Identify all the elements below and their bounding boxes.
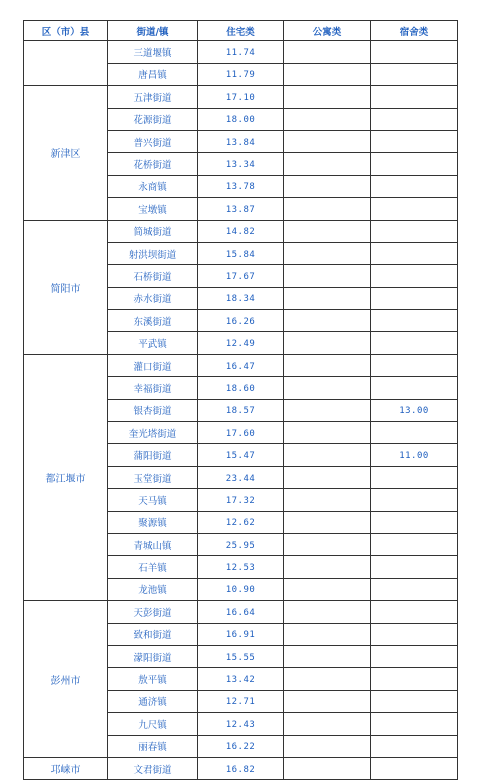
dormitory-cell <box>371 265 458 287</box>
residential-cell: 17.67 <box>198 265 284 287</box>
residential-cell: 16.26 <box>198 310 284 332</box>
apartment-cell <box>284 578 371 600</box>
apartment-cell <box>284 153 371 175</box>
street-cell: 九尺镇 <box>108 713 198 735</box>
residential-cell: 13.84 <box>198 130 284 152</box>
apartment-cell <box>284 377 371 399</box>
apartment-cell <box>284 511 371 533</box>
street-cell: 天马镇 <box>108 489 198 511</box>
dormitory-cell <box>371 130 458 152</box>
apartment-cell <box>284 533 371 555</box>
apartment-cell <box>284 41 371 63</box>
street-cell: 濛阳街道 <box>108 645 198 667</box>
header-dormitory: 宿舍类 <box>371 21 458 41</box>
apartment-cell <box>284 422 371 444</box>
dormitory-cell <box>371 668 458 690</box>
dormitory-cell <box>371 41 458 63</box>
dormitory-cell <box>371 578 458 600</box>
dormitory-cell <box>371 198 458 220</box>
street-cell: 赤水街道 <box>108 287 198 309</box>
district-cell: 简阳市 <box>24 220 108 354</box>
street-cell: 永商镇 <box>108 175 198 197</box>
district-cell: 彭州市 <box>24 601 108 758</box>
apartment-cell <box>284 63 371 85</box>
apartment-cell <box>284 130 371 152</box>
dormitory-cell <box>371 377 458 399</box>
residential-cell: 11.74 <box>198 41 284 63</box>
dormitory-cell <box>371 242 458 264</box>
apartment-cell <box>284 310 371 332</box>
table-row <box>24 86 458 108</box>
street-cell: 灌口街道 <box>108 354 198 376</box>
street-cell: 普兴街道 <box>108 130 198 152</box>
header-district: 区（市）县 <box>24 21 108 41</box>
apartment-cell <box>284 287 371 309</box>
apartment-cell <box>284 198 371 220</box>
apartment-cell <box>284 489 371 511</box>
residential-cell: 18.60 <box>198 377 284 399</box>
residential-cell: 12.53 <box>198 556 284 578</box>
street-cell: 青城山镇 <box>108 533 198 555</box>
apartment-cell <box>284 690 371 712</box>
residential-cell: 12.62 <box>198 511 284 533</box>
residential-cell: 17.32 <box>198 489 284 511</box>
dormitory-cell <box>371 310 458 332</box>
street-cell: 唐昌镇 <box>108 63 198 85</box>
apartment-cell <box>284 623 371 645</box>
apartment-cell <box>284 645 371 667</box>
residential-cell: 16.47 <box>198 354 284 376</box>
apartment-cell <box>284 354 371 376</box>
residential-cell: 13.78 <box>198 175 284 197</box>
dormitory-cell <box>371 511 458 533</box>
dormitory-cell <box>371 220 458 242</box>
residential-cell: 15.47 <box>198 444 284 466</box>
street-cell: 东溪街道 <box>108 310 198 332</box>
street-cell: 石桥街道 <box>108 265 198 287</box>
residential-cell: 18.00 <box>198 108 284 130</box>
dormitory-cell <box>371 287 458 309</box>
table-row <box>24 757 458 779</box>
street-cell: 五津街道 <box>108 86 198 108</box>
apartment-cell <box>284 332 371 354</box>
street-cell: 致和街道 <box>108 623 198 645</box>
dormitory-cell <box>371 713 458 735</box>
table-row <box>24 41 458 63</box>
apartment-cell <box>284 444 371 466</box>
header-apartment: 公寓类 <box>284 21 371 41</box>
apartment-cell <box>284 601 371 623</box>
residential-cell: 17.10 <box>198 86 284 108</box>
apartment-cell <box>284 735 371 757</box>
header-row <box>24 21 458 41</box>
dormitory-cell <box>371 354 458 376</box>
district-cell: 都江堰市 <box>24 354 108 600</box>
dormitory-cell <box>371 466 458 488</box>
dormitory-cell <box>371 645 458 667</box>
street-cell: 通济镇 <box>108 690 198 712</box>
dormitory-cell <box>371 690 458 712</box>
street-cell: 丽春镇 <box>108 735 198 757</box>
dormitory-cell <box>371 533 458 555</box>
residential-cell: 12.43 <box>198 713 284 735</box>
street-cell: 射洪坝街道 <box>108 242 198 264</box>
apartment-cell <box>284 175 371 197</box>
residential-cell: 13.42 <box>198 668 284 690</box>
dormitory-cell: 13.00 <box>371 399 458 421</box>
street-cell: 三道堰镇 <box>108 41 198 63</box>
apartment-cell <box>284 265 371 287</box>
residential-cell: 13.87 <box>198 198 284 220</box>
residential-cell: 10.90 <box>198 578 284 600</box>
dormitory-cell <box>371 601 458 623</box>
street-cell: 玉堂街道 <box>108 466 198 488</box>
table-body <box>24 41 458 780</box>
apartment-cell <box>284 242 371 264</box>
header-residential: 住宅类 <box>198 21 284 41</box>
street-cell: 花桥街道 <box>108 153 198 175</box>
street-cell: 敖平镇 <box>108 668 198 690</box>
table-row <box>24 220 458 242</box>
apartment-cell <box>284 556 371 578</box>
street-cell: 天彭街道 <box>108 601 198 623</box>
dormitory-cell <box>371 489 458 511</box>
dormitory-cell <box>371 623 458 645</box>
dormitory-cell <box>371 757 458 779</box>
district-cell: 新津区 <box>24 86 108 220</box>
apartment-cell <box>284 108 371 130</box>
street-cell: 石羊镇 <box>108 556 198 578</box>
apartment-cell <box>284 466 371 488</box>
street-cell: 银杏街道 <box>108 399 198 421</box>
residential-cell: 17.60 <box>198 422 284 444</box>
apartment-cell <box>284 668 371 690</box>
street-cell: 花源街道 <box>108 108 198 130</box>
dormitory-cell <box>371 108 458 130</box>
district-cell: 邛崃市 <box>24 757 108 779</box>
header-street: 街道/镇 <box>108 21 198 41</box>
dormitory-cell <box>371 63 458 85</box>
residential-cell: 16.91 <box>198 623 284 645</box>
residential-cell: 12.49 <box>198 332 284 354</box>
residential-cell: 18.34 <box>198 287 284 309</box>
street-cell: 聚源镇 <box>108 511 198 533</box>
street-cell: 龙池镇 <box>108 578 198 600</box>
residential-cell: 15.55 <box>198 645 284 667</box>
residential-cell: 23.44 <box>198 466 284 488</box>
dormitory-cell <box>371 175 458 197</box>
apartment-cell <box>284 399 371 421</box>
price-table <box>23 20 458 780</box>
residential-cell: 25.95 <box>198 533 284 555</box>
residential-cell: 14.82 <box>198 220 284 242</box>
dormitory-cell <box>371 422 458 444</box>
dormitory-cell <box>371 153 458 175</box>
street-cell: 幸福街道 <box>108 377 198 399</box>
residential-cell: 16.64 <box>198 601 284 623</box>
dormitory-cell <box>371 735 458 757</box>
residential-cell: 13.34 <box>198 153 284 175</box>
street-cell: 宝墩镇 <box>108 198 198 220</box>
street-cell: 奎光塔街道 <box>108 422 198 444</box>
residential-cell: 15.84 <box>198 242 284 264</box>
residential-cell: 11.79 <box>198 63 284 85</box>
residential-cell: 16.22 <box>198 735 284 757</box>
street-cell: 蒲阳街道 <box>108 444 198 466</box>
apartment-cell <box>284 220 371 242</box>
dormitory-cell: 11.00 <box>371 444 458 466</box>
residential-cell: 12.71 <box>198 690 284 712</box>
residential-cell: 18.57 <box>198 399 284 421</box>
dormitory-cell <box>371 86 458 108</box>
apartment-cell <box>284 86 371 108</box>
street-cell: 文君街道 <box>108 757 198 779</box>
table-row <box>24 601 458 623</box>
residential-cell: 16.82 <box>198 757 284 779</box>
dormitory-cell <box>371 332 458 354</box>
apartment-cell <box>284 713 371 735</box>
street-cell: 简城街道 <box>108 220 198 242</box>
dormitory-cell <box>371 556 458 578</box>
apartment-cell <box>284 757 371 779</box>
table-row <box>24 354 458 376</box>
street-cell: 平武镇 <box>108 332 198 354</box>
district-cell <box>24 41 108 86</box>
